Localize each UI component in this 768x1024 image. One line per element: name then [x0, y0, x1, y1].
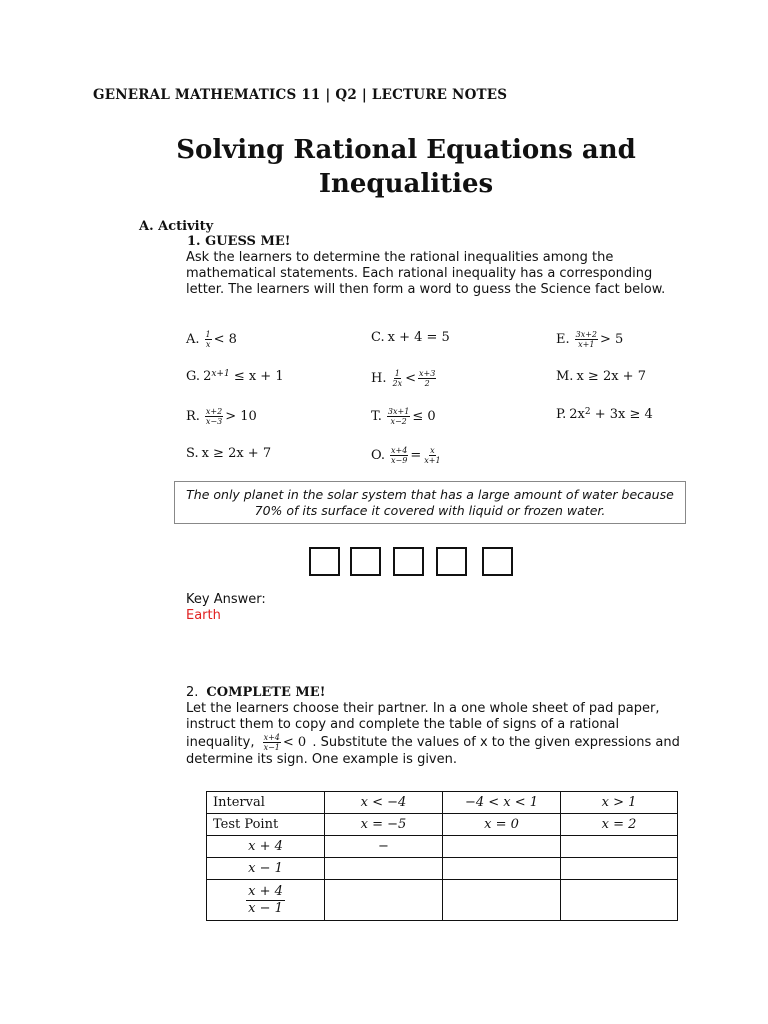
- item-o-label: O.: [371, 448, 386, 463]
- item-s-expr: x ≥ 2x + 7: [201, 446, 272, 461]
- item-p-label: P.: [556, 407, 567, 422]
- item-e-label: E.: [556, 332, 570, 347]
- item-o-fraction-right: $\frac{x}{x+1}$: [424, 446, 441, 465]
- item-c-expr: x + 4 = 5: [387, 330, 450, 345]
- item-h: [371, 369, 438, 388]
- item-g-label: G.: [186, 369, 201, 384]
- table-row-interval: [207, 792, 678, 814]
- item-m-expr: x ≥ 2x + 7: [576, 369, 646, 384]
- activity-2-heading: COMPLETE ME!: [206, 685, 326, 700]
- title-line-1: Solving Rational Equations and: [176, 135, 636, 165]
- item-h-fraction-left: $\frac{1}{2x}$: [392, 369, 403, 388]
- item-p-pre: 2x: [569, 407, 585, 422]
- science-fact-clue: The only planet in the solar system that has a large amount of water because 70% of its surface it covered with liquid or frozen water.: [174, 481, 686, 524]
- table-cell: [561, 858, 678, 880]
- table-cell: x < −4: [325, 792, 443, 814]
- item-o-operator: =: [410, 448, 422, 463]
- item-h-fraction-right: $\frac{x+3}{2}$: [419, 369, 436, 388]
- activity-2-inequality-rest: < 0: [282, 734, 307, 750]
- activity-2-inequality-fraction: $\frac{x+4}{x-1}$: [263, 733, 280, 752]
- item-s-label: S.: [186, 446, 199, 461]
- item-t: [371, 407, 436, 426]
- item-o: [371, 446, 444, 465]
- table-cell: [443, 858, 561, 880]
- table-cell: [561, 880, 678, 921]
- item-a-rest: < 8: [213, 332, 237, 347]
- activity-2-number: 2.: [186, 685, 199, 700]
- item-c: [371, 330, 450, 345]
- item-p: [556, 407, 653, 422]
- item-t-rest: ≤ 0: [412, 409, 436, 424]
- title-line-2: Inequalities: [318, 169, 494, 199]
- item-g-exponent: x+1: [211, 369, 230, 379]
- key-answer-label: Key Answer:: [186, 592, 266, 607]
- item-t-label: T.: [371, 409, 382, 424]
- activity-1-instructions: Ask the learners to determine the rational inequalities among the mathematical statements. Each rational inequality has a corresponding letter. The learners will then form a word to guess the Science fact below.: [186, 250, 666, 297]
- item-r: [186, 407, 257, 426]
- item-m: [556, 369, 646, 384]
- item-e-fraction: $\frac{3x+2}{x+1}$: [575, 330, 598, 349]
- item-g-rest: ≤ x + 1: [229, 369, 284, 384]
- table-row-quotient: [207, 880, 678, 921]
- quotient-fraction: $\frac{x + 4}{x - 1}$: [248, 883, 283, 916]
- item-p-rest: + 3x ≥ 4: [590, 407, 653, 422]
- item-c-label: C.: [371, 330, 385, 345]
- item-g-base: 2: [203, 369, 212, 384]
- key-answer: Earth: [186, 608, 221, 623]
- table-of-signs: [206, 791, 678, 921]
- table-cell: Interval: [207, 792, 325, 814]
- table-row-test-point: [207, 814, 678, 836]
- activity-1-title: 1. GUESS ME!: [187, 234, 291, 249]
- activity-2-text-before: Let the learners choose their partner. In a one whole sheet of pad paper, instruct them to copy and complete the table of signs of a rational inequality,: [186, 701, 660, 750]
- answer-box: [436, 547, 467, 576]
- table-cell: [443, 880, 561, 921]
- item-e: [556, 330, 623, 349]
- item-r-label: R.: [186, 409, 200, 424]
- section-a-heading: A. Activity: [139, 219, 214, 234]
- table-cell: −4 < x < 1: [443, 792, 561, 814]
- activity-2-title: [186, 685, 325, 700]
- item-a: [186, 330, 237, 349]
- item-r-rest: > 10: [225, 409, 257, 424]
- answer-box: [350, 547, 381, 576]
- item-t-fraction: $\frac{3x+1}{x-2}$: [387, 407, 410, 426]
- table-cell: Test Point: [207, 814, 325, 836]
- table-cell: −: [325, 836, 443, 858]
- item-a-fraction: $\frac{1}{x}$: [205, 330, 211, 349]
- table-cell: x = 2: [561, 814, 678, 836]
- table-cell: [325, 880, 443, 921]
- answer-box: [393, 547, 424, 576]
- answer-box: [482, 547, 513, 576]
- table-cell: [561, 836, 678, 858]
- table-cell: x − 1: [207, 858, 325, 880]
- table-cell: [325, 858, 443, 880]
- activity-2-instructions: [186, 701, 686, 768]
- item-e-rest: > 5: [600, 332, 624, 347]
- item-h-label: H.: [371, 371, 387, 386]
- table-row-x-minus-1: [207, 858, 678, 880]
- item-s: [186, 446, 271, 461]
- table-cell: x + 4: [207, 836, 325, 858]
- item-r-fraction: $\frac{x+2}{x-3}$: [205, 407, 223, 426]
- table-cell: [207, 880, 325, 921]
- page-title: [100, 133, 712, 201]
- item-p-exponent: 2: [584, 407, 591, 417]
- activity-2-text-after: . Substitute the values of x to the given expressions and determine its sign. One example is given.: [186, 735, 680, 767]
- item-m-label: M.: [556, 369, 574, 384]
- table-cell: x > 1: [561, 792, 678, 814]
- item-g: [186, 369, 284, 384]
- activity-2-inequality: [261, 733, 307, 752]
- document-header: GENERAL MATHEMATICS 11 | Q2 | LECTURE NOTES: [93, 87, 508, 103]
- table-cell: x = 0: [443, 814, 561, 836]
- item-h-operator: <: [405, 371, 416, 386]
- table-cell: [443, 836, 561, 858]
- table-row-x-plus-4: [207, 836, 678, 858]
- answer-box: [309, 547, 340, 576]
- item-a-label: A.: [186, 332, 200, 347]
- item-o-fraction-left: $\frac{x+4}{x-9}$: [391, 446, 408, 465]
- table-cell: x = −5: [325, 814, 443, 836]
